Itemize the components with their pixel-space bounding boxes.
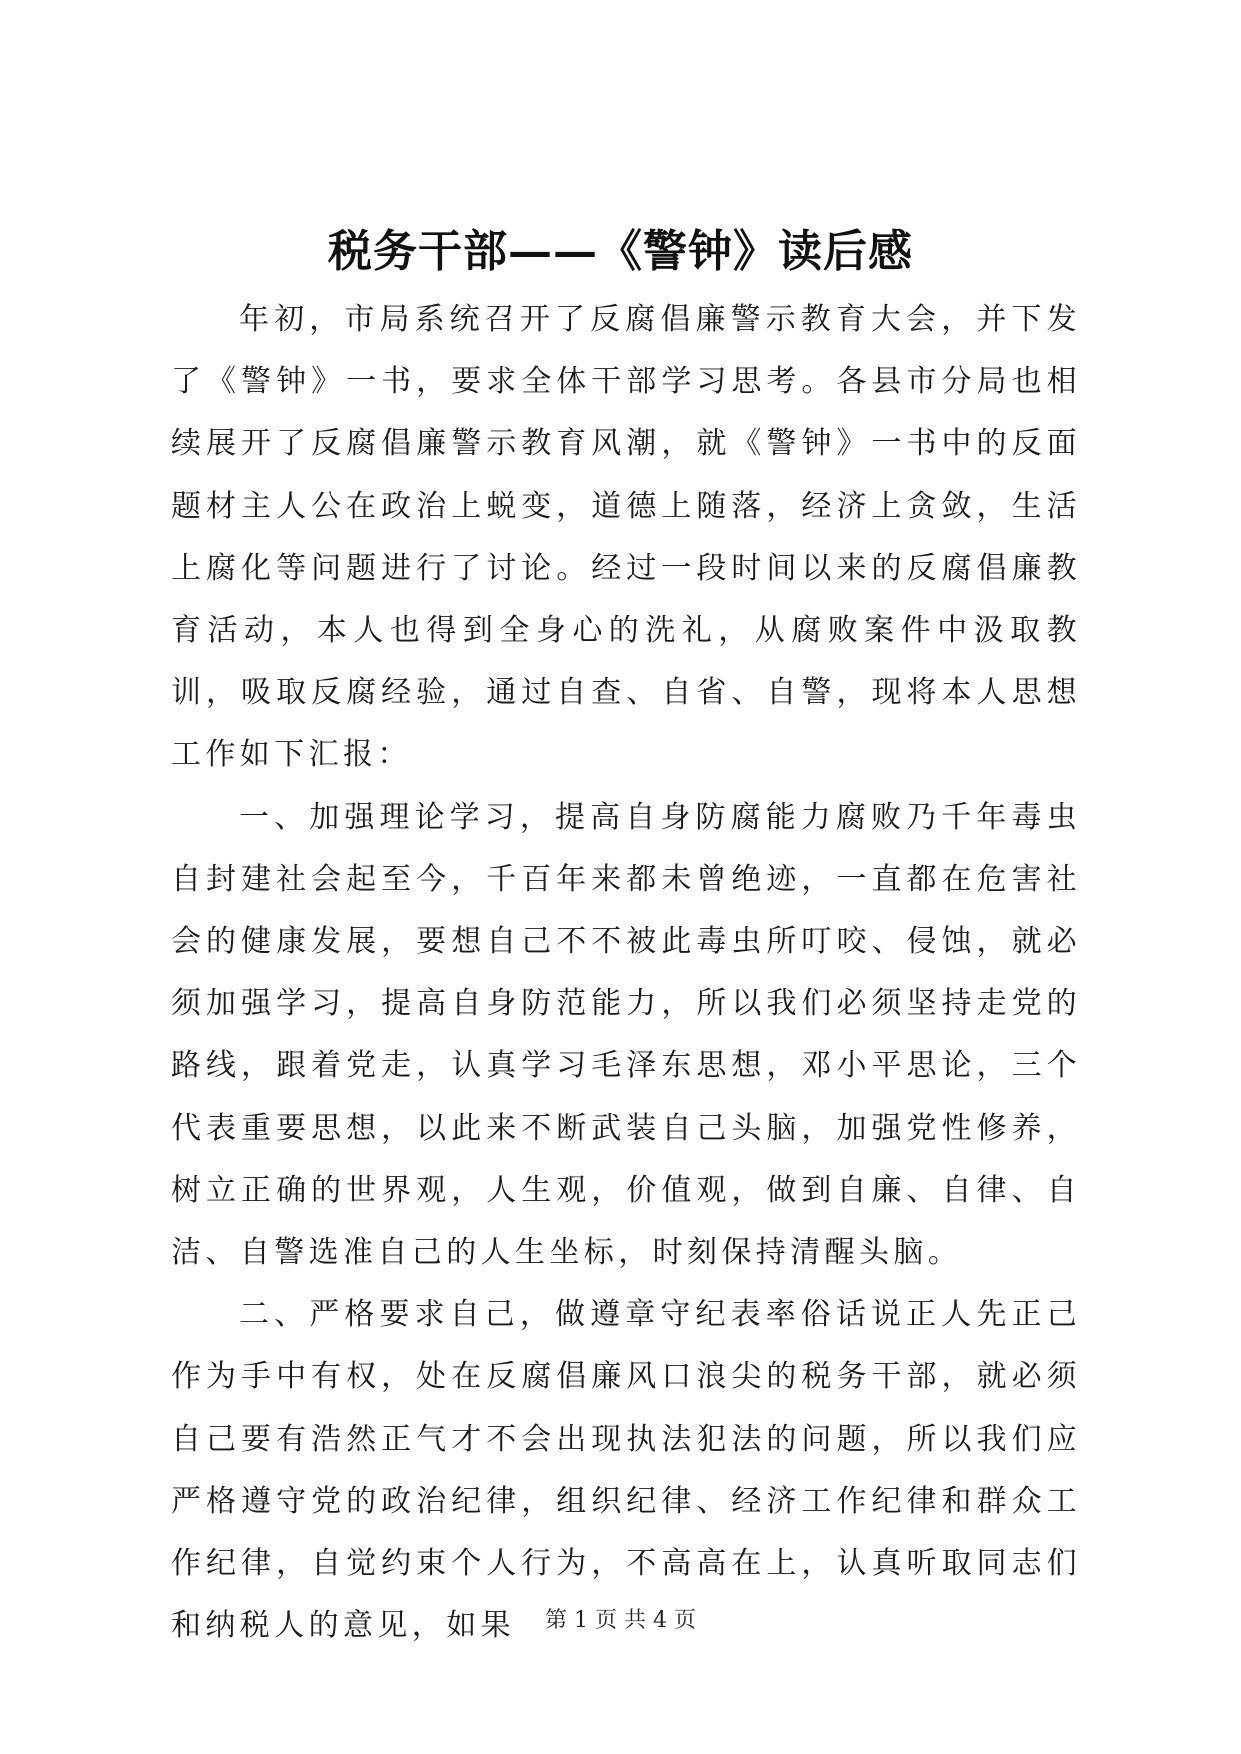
page-footer: [0, 1606, 1241, 1636]
paragraph-intro: 年初，市局系统召开了反腐倡廉警示教育大会，并下发了《警钟》一书，要求全体干部学习思考。各县市分局也相续展开了反腐倡廉警示教育风潮，就《警钟》一书中的反面题材主人公在政治上蜕变，道德上随落，经济上贪敛，生活上腐化等问题进行了讨论。经过一段时间以来的反腐倡廉教育活动，本人也得到全身心的洗礼，从腐败案件中汲取教训，吸取反腐经验，通过自查、自省、自警，现将本人思想工作如下汇报：: [171, 302, 1081, 773]
document-title: 税务干部——《警钟》读后感: [328, 226, 913, 277]
document-body: [171, 289, 1081, 1657]
page-number: 第 1 页 共 4 页: [545, 1608, 696, 1633]
paragraph-section-1: 一、加强理论学习，提高自身防腐能力腐败乃千年毒虫自封建社会起至今，千百年来都未曾绝迹，一直都在危害社会的健康发展，要想自己不不被此毒虫所叮咬、侵蚀，就必须加强学习，提高自身防范能力，所以我们必须坚持走党的路线，跟着党走，认真学习毛泽东思想，邓小平思论，三个代表重要思想，以此来不断武装自己头脑，加强党性修养，树立正确的世界观，人生观，价值观，做到自廉、自律、自洁、自警选准自己的人生坐标，时刻保持清醒头脑。: [171, 799, 1081, 1271]
paragraph-section-2: 二、严格要求自己，做遵章守纪表率俗话说正人先正己作为手中有权，处在反腐倡廉风口浪尖的税务干部，就必须自己要有浩然正气才不会出现执法犯法的问题，所以我们应严格遵守党的政治纪律，组织纪律、经济工作纪律和群众工作纪律，自觉约束个人行为，不高高在上，认真听取同志们和纳税人的意见，如果: [171, 1297, 1081, 1644]
